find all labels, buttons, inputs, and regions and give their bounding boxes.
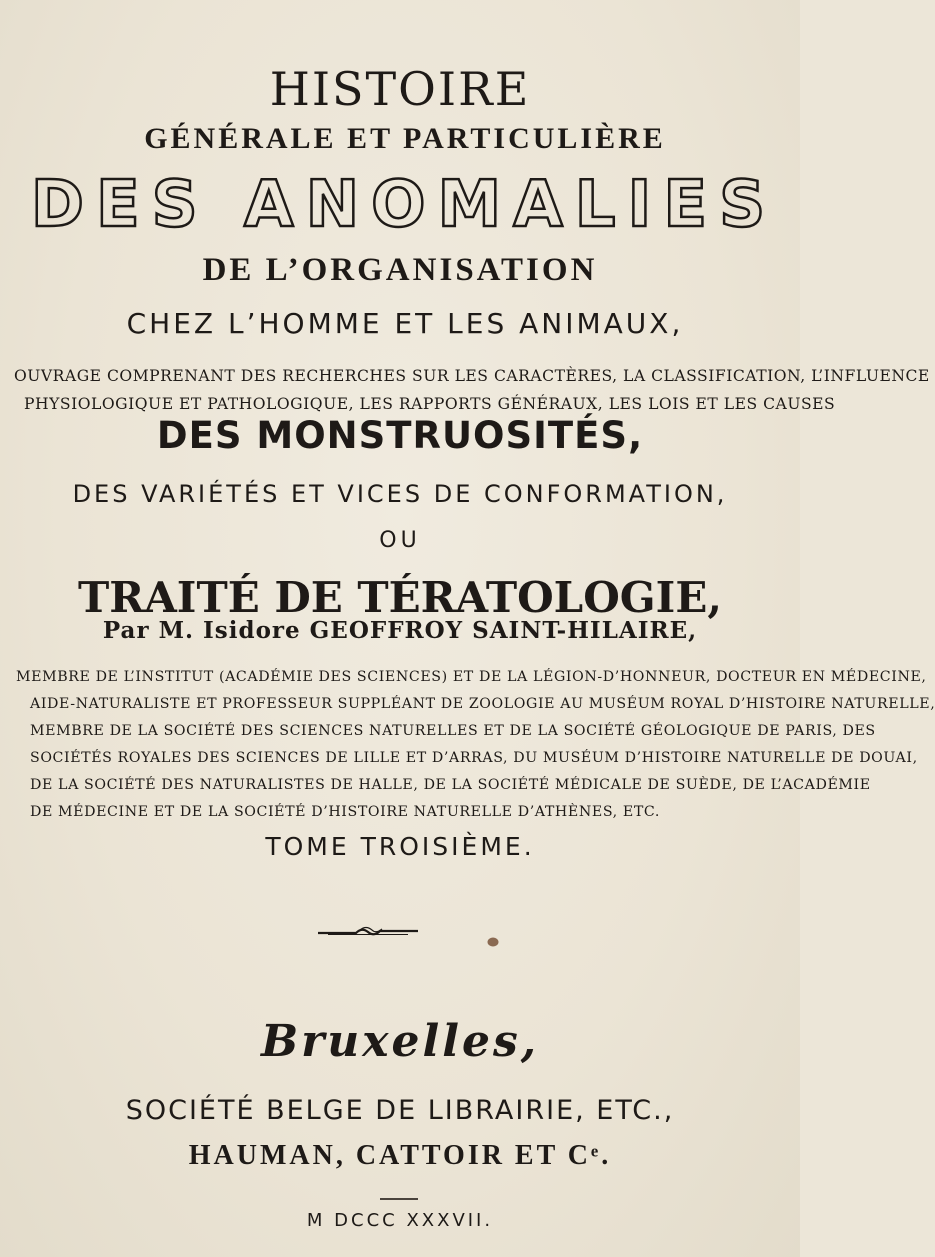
description-line-2: PHYSIOLOGIQUE ET PATHOLOGIQUE, LES RAPPORTS GÉNÉRAUX, LES LOIS ET LES CAUSES: [24, 395, 836, 413]
title-generale: GÉNÉRALE ET PARTICULIÈRE: [144, 122, 666, 155]
divider: [380, 1198, 418, 1200]
title-organisation: DE L’ORGANISATION: [202, 252, 598, 288]
author-line: Par M. Isidore GEOFFROY SAINT-HILAIRE,: [102, 617, 698, 644]
credentials-line: SOCIÉTÉS ROYALES DES SCIENCES DE LILLE ET D’ARRAS, DU MUSÉUM D’HISTOIRE NATURELLE DE DOUAI,: [30, 750, 918, 766]
imprint-city: Bruxelles,: [260, 1016, 540, 1067]
credentials-line: AIDE-NATURALISTE ET PROFESSEUR SUPPLÉANT DE ZOOLOGIE AU MUSÉUM ROYAL D’HISTOIRE NATURELLE,: [30, 696, 935, 712]
imprint-firm: HAUMAN, CATTOIR ET Cᵉ.: [188, 1140, 612, 1171]
credentials-line: MEMBRE DE L’INSTITUT (ACADÉMIE DES SCIENCES) ET DE LA LÉGION-D’HONNEUR, DOCTEUR EN MÉDECINE,: [16, 669, 927, 685]
title-histoire: HISTOIRE: [269, 62, 531, 116]
volume-label: TOME TROISIÈME.: [265, 832, 535, 861]
title-homme-animaux: CHEZ L’HOMME ET LES ANIMAUX,: [126, 307, 684, 340]
subtitle-monstruosites: DES MONSTRUOSITÉS,: [156, 414, 644, 457]
credentials-line: DE LA SOCIÉTÉ DES NATURALISTES DE HALLE, DE LA SOCIÉTÉ MÉDICALE DE SUÈDE, DE L’ACADÉMIE: [30, 777, 871, 793]
credentials-line: MEMBRE DE LA SOCIÉTÉ DES SCIENCES NATURELLES ET DE LA SOCIÉTÉ GÉOLOGIQUE DE PARIS, DES: [30, 723, 876, 739]
subtitle-ou: OU: [379, 528, 421, 553]
imprint-year: M DCCC XXXVII.: [306, 1210, 494, 1231]
imprint-publisher: SOCIÉTÉ BELGE DE LIBRAIRIE, ETC.,: [125, 1095, 675, 1126]
ornament-rule-icon: [318, 925, 418, 939]
title-anomalies: DES ANOMALIES: [30, 168, 778, 242]
credentials-line: DE MÉDECINE ET DE LA SOCIÉTÉ D’HISTOIRE NATURELLE D’ATHÈNES, ETC.: [30, 804, 660, 820]
subtitle-teratologie: TRAITÉ DE TÉRATOLOGIE,: [78, 573, 722, 622]
author-credentials: [16, 664, 935, 826]
subtitle-varietes: DES VARIÉTÉS ET VICES DE CONFORMATION,: [72, 480, 728, 508]
description-line-1: OUVRAGE COMPRENANT DES RECHERCHES SUR LES CARACTÈRES, LA CLASSIFICATION, L’INFLUENCE: [14, 367, 930, 385]
ink-spot-icon: [486, 936, 500, 948]
